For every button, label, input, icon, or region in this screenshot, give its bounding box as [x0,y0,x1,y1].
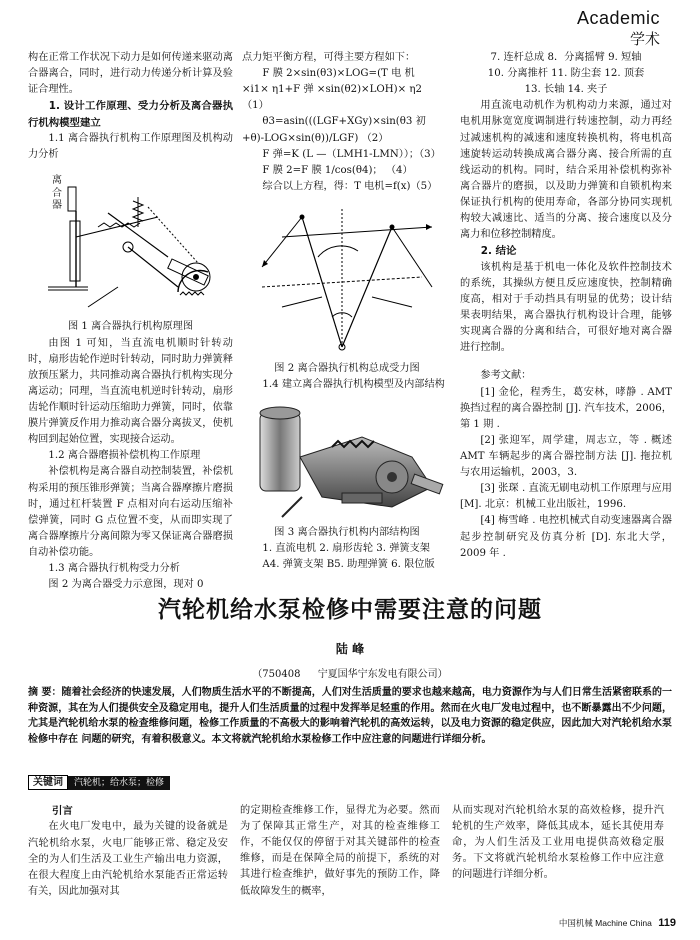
figure-3 [242,397,452,525]
col3-p1: 用直流电动机作为机构动力来源，通过对电机用脉宽宽度调制进行转速控制，动力再经过减速机构的减速和速度转换机构，将电机高速旋转运动转换成离合器分离、接合所需的直线运动的机构。同时，结合采用补偿机构弥补离合器片的磨损，以及助力弹簧和自锁机构来保证执行机构的使用寿命，各部分协同实现机构较大减速比、适当的分离、接合速度以及分离力和位移控制精度。 [460,100,672,241]
fig3-diagram [242,397,452,525]
equation-2b: +θ)-LOG×sin(θ))/LGF) （2） [242,132,389,144]
col2-p1: 点力矩平衡方程，可得主要方程如下： [242,52,416,63]
article-affiliation [0,667,700,683]
col1-p3: 补偿机构是离合器自动控制装置，补偿机构采用的预压锥形弹簧；当离合器摩擦片磨损时，通过杠杆装置 F 点相对向右运动压缩补偿弹簧，同时 G 点位置不变，从而即实现了离合器摩擦片分离间隙为零又保证离合器磨损自动补偿功能。 [28,466,233,558]
fig3-parts-4: 10. 分离推杆 11. 防尘套 12. 顶套 [487,68,645,80]
reference-item: [1] 金伦，程秀生，葛安林，哮静 . AMT 换挡过程的离合器控制 [J]. 汽车技术，2006，第 1 期 . [460,386,672,430]
heading-1-2: 1.2 离合器磨损补偿机构工作原理 [48,450,201,462]
article-author: 陆 峰 [335,642,365,657]
col1-p1: 构在正常工作状况下动力是如何传递来驱动离合器离合，同时，进行动力传递分析计算及验证合理性。 [28,52,233,96]
equation-1c: （1） [242,100,269,112]
keywords-row [28,775,672,791]
equation-1a: F 膜 2×sin(θ3)×LOG=(T 电 机 [262,68,415,80]
heading-1-4: 1.4 建立离合器执行机构模型及内部结构 [262,379,445,391]
brand-academic: Academic [576,8,660,28]
equation-4: F 膜 2=F 膜 1/cos(θ4)； （4） [262,164,413,176]
page-number: 119 [658,916,676,929]
intro-title: 引言 [52,805,73,817]
column-1 [28,50,233,593]
fig3-parts-1: 1. 直流电机 2. 扇形齿轮 3. 弹簧支架 [262,543,430,555]
equation-2a: θ3=asin(((LGF+XGy)×sin(θ3 初 [262,116,426,128]
abstract-label: 摘 要： [28,687,62,698]
equation-5: 综合以上方程，得：T 电机=f(x)（5） [262,180,438,192]
fig1-label: 离合器 [52,175,62,212]
affiliation-name: 宁夏国华宁东发电有限公司） [317,669,448,681]
column-2 [242,50,452,574]
abstract-block [28,685,672,747]
brand-xueshu: 学术 [629,30,660,49]
col3-p2: 该机构是基于机电一体化及软件控制技术的系统，其操纵方便且反应速度快，控制精确度高，相对于手动挡具有明显的优势；设计结果表明结果，离合器执行机构设计合理，能够实现离合器的分离和结合，可很好地对离合器进行控制。 [460,261,672,354]
intro-text-3: 从而实现对汽轮机给水泵的高效检修，提升汽轮机的生产效率，降低其成本，延长其使用寿命，为人们生活及工业用电提供高效稳定服务。下文将就汽轮机给水泵检修工作中应注意的问题进行详细分析。 [452,805,664,881]
fig2-caption: 图 2 离合器执行机构总成受力图 [274,362,420,374]
reference-item: [4] 梅雪峰 . 电控机械式自动变速器离合器起步控制研究及仿真分析 [D]. 东北大学，2009 年 . [460,515,672,559]
equation-1b: ×i1× η1+F 弹 ×sin(θ2)×LOH)× η2 [242,84,422,96]
keywords-label: 关键词 [28,775,68,790]
heading-1-3: 1.3 离合器执行机构受力分析 [48,563,180,575]
page-footer [559,915,676,932]
figure-1 [28,167,233,317]
column-3 [460,50,672,562]
references-list [460,385,672,562]
journal-brand [577,4,660,52]
abstract-text: 随着社会经济的快速发展，人们物质生活水平的不断提高，人们对生活质量的要求也越来越高，电力资源作为与人们日常生活紧密联系的一种资源，其在为人们提供安全及稳定用电，提升人们生活质量的过程中发挥举足轻重的作用。然而在火电厂发电过程中，也不断暴露出不少问题，尤其是汽轮机给水泵的检查维修问题，检修工作质量的不高极大的影响着汽轮机的高效运转，以及电力资源的稳定供应，因此加大对汽轮机给水泵检修中存在 问题的研究，有着积极意义。本文将就汽轮机给水泵检修工作中应注意的问题进行详细分析。 [28,687,672,745]
fig1-caption: 图 1 离合器执行机构原理图 [67,321,194,333]
intro-column-3 [452,803,664,884]
article-header [0,592,700,683]
article-title: 汽轮机给水泵检修中需要注意的问题 [158,597,542,623]
keywords-items: 汽轮机；给水泵；检修 [68,776,170,790]
footer-journal: 中国机械 Machine China [558,917,652,928]
reference-item: [2] 张迎军，周学建，周志立，等 . 概述 AMT 车辆起步的离合器控制方法 [J]. 拖拉机与农用运输机，2003，3. [460,434,672,479]
intro-column-2 [240,803,440,900]
fig3-parts-3: 7. 连杆总成 8．分离摇臂 9. 短轴 [490,52,642,63]
fig3-parts-5: 13. 长轴 14. 夹子 [524,84,608,96]
intro-text-2: 的定期检查维修工作，显得尤为必要。然而为了保障其正常生产，对其的检查维修工作，不能仅仅的停留于对其关键部件的检查维修，而是在保障全局的前提下，系统的对其进行检查维护，做好事先的预防工作，降低故障发生的概率， [240,805,440,897]
equation-3: F 弹=K (L —（LMH1-LMN））；（3） [262,148,441,160]
intro-text-1: 在火电厂发电中，最为关键的设备就是汽轮机给水泵，火电厂能够正常、稳定及安全的为人们生活及工业生产输出电力资源，在很大程度上由汽轮机给水泵能否正常运转有关，因此加强对其 [28,821,228,897]
heading-1-1: 1.1 离合器执行机构工作原理图及机构动力分析 [28,133,233,161]
col1-p4: 图 2 为离合器受力示意图，现对 0 [48,579,204,591]
fig2-diagram [242,197,452,361]
affiliation-code: （750408 [252,669,301,681]
references-title: 参考文献： [480,370,532,382]
intro-column-1 [28,803,228,900]
figure-2 [242,197,452,361]
heading-2: 2. 结论 [480,245,517,258]
heading-1: 1. 设计工作原理、受力分析及离合器执行机构模型建立 [28,100,233,129]
col1-p2: 由图 1 可知，当直流电机顺时针转动时，扇形齿轮作逆时针转动，同时助力弹簧释放预压紧力，共同推动离合器执行机构实现分离运动；同理，当直流电机逆时针转动，扇形齿轮作顺时针运动压缩助力弹簧，同时，依靠膜片弹簧反作用力推动离合器分离拔叉，使机构回到起始位置，实现接合运动。 [28,337,233,446]
fig3-caption: 图 3 离合器执行机构内部结构图 [274,527,420,539]
reference-item: [3] 张琛 . 直流无刷电动机工作原理与应用 [M]. 北京：机械工业出版社，1996. [460,483,672,511]
fig3-parts-2: A4. 弹簧支架 B5. 助理弹簧 6. 限位版 [262,559,435,571]
